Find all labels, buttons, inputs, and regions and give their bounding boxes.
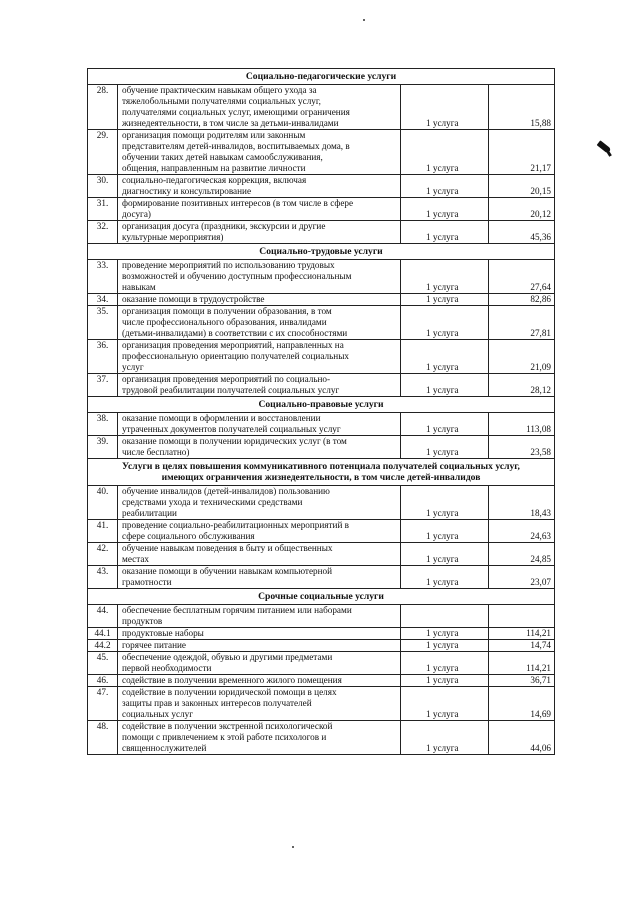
tariff-price: 20,15 xyxy=(489,175,555,198)
unit-of-measure: 1 услуга xyxy=(401,340,489,374)
service-description-line: общения, направленным на развитие личности xyxy=(122,163,306,173)
tariff-price: 45,36 xyxy=(489,221,555,244)
unit-of-measure: 1 услуга xyxy=(401,294,489,306)
service-description-line: получателями социальных услуг, имеющими ограничения xyxy=(122,107,350,117)
service-description xyxy=(118,175,401,198)
table-row xyxy=(88,675,555,687)
service-description-line: организация помощи родителям или законным xyxy=(122,130,306,140)
row-number: 45. xyxy=(88,652,118,675)
section-title xyxy=(88,69,555,85)
service-description-line: продуктов xyxy=(122,616,163,626)
section-title-line: Срочные социальные услуги xyxy=(258,591,384,602)
service-description-line: содействие в получении юридической помощи в целях xyxy=(122,687,337,697)
service-description-line: тяжелобольными получателями социальных услуг, xyxy=(122,96,321,106)
row-number: 48. xyxy=(88,721,118,755)
service-description xyxy=(118,721,401,755)
row-number: 40. xyxy=(88,486,118,520)
table-row xyxy=(88,198,555,221)
service-description xyxy=(118,306,401,340)
section-header-row xyxy=(88,589,555,605)
tariff-price: 20,12 xyxy=(489,198,555,221)
service-description xyxy=(118,628,401,640)
table-row xyxy=(88,85,555,130)
service-description-line: священнослужителей xyxy=(122,743,207,753)
service-description xyxy=(118,486,401,520)
table-row xyxy=(88,175,555,198)
service-description-line: социально-педагогическая коррекция, включая xyxy=(122,175,307,185)
table-row xyxy=(88,721,555,755)
row-number: 36. xyxy=(88,340,118,374)
unit-of-measure: 1 услуга xyxy=(401,566,489,589)
table-row xyxy=(88,605,555,628)
service-description xyxy=(118,543,401,566)
service-description-line: организация проведения мероприятий, направленных на xyxy=(122,340,344,350)
service-description xyxy=(118,198,401,221)
service-description xyxy=(118,374,401,397)
service-description xyxy=(118,687,401,721)
row-number: 44. xyxy=(88,605,118,628)
social-services-tariff-table xyxy=(87,68,555,755)
tariff-price: 21,09 xyxy=(489,340,555,374)
unit-of-measure: 1 услуга xyxy=(401,640,489,652)
service-description-line: числе бесплатно) xyxy=(122,447,190,457)
service-description-line: содействие в получении экстренной психологической xyxy=(122,721,333,731)
service-description-line: местах xyxy=(122,554,149,564)
table-row xyxy=(88,520,555,543)
service-description-line: помощи с привлечением к этой работе психологов и xyxy=(122,732,327,742)
unit-of-measure: 1 услуга xyxy=(401,374,489,397)
service-description-line: возможностей и обучению доступным профессиональным xyxy=(122,271,352,281)
service-description-line: оказание помощи в оформлении и восстановлении xyxy=(122,413,321,423)
unit-of-measure: 1 услуга xyxy=(401,436,489,459)
service-description-line: числе профессионального образования, инвалидами xyxy=(122,317,327,327)
section-title xyxy=(88,244,555,260)
service-description-line: проведение мероприятий по использованию трудовых xyxy=(122,260,335,270)
service-description xyxy=(118,340,401,374)
tariff-price: 114,21 xyxy=(489,628,555,640)
service-description-line: проведение социально-реабилитационных мероприятий в xyxy=(122,520,350,530)
section-title-line: Социально-педагогические услуги xyxy=(245,71,397,82)
table-row xyxy=(88,486,555,520)
service-description xyxy=(118,652,401,675)
table-row xyxy=(88,543,555,566)
unit-of-measure: 1 услуга xyxy=(401,198,489,221)
tariff-price: 113,08 xyxy=(489,413,555,436)
service-description xyxy=(118,605,401,628)
tariff-price: 24,63 xyxy=(489,520,555,543)
service-description xyxy=(118,130,401,175)
service-description-line: обучение навыкам поведения в быту и общественных xyxy=(122,543,333,553)
row-number: 46. xyxy=(88,675,118,687)
service-description-line: оказание помощи в трудоустройстве xyxy=(122,294,265,304)
service-description-line: первой необходимости xyxy=(122,663,212,673)
unit-of-measure: 1 услуга xyxy=(401,175,489,198)
section-header-row xyxy=(88,244,555,260)
service-description-line: диагностику и консультирование xyxy=(122,186,252,196)
table-row xyxy=(88,374,555,397)
service-description-line: содействие в получении временного жилого помещения xyxy=(122,675,342,685)
row-number: 32. xyxy=(88,221,118,244)
service-description xyxy=(118,675,401,687)
unit-of-measure: 1 услуга xyxy=(401,413,489,436)
service-description-line: оказание помощи в обучении навыкам компьютерной xyxy=(122,566,333,576)
service-description-line: жизнедеятельности, в том числе за детьми-инвалидами xyxy=(122,118,339,128)
tariff-price: 14,69 xyxy=(489,687,555,721)
table-row xyxy=(88,566,555,589)
table-row xyxy=(88,652,555,675)
service-description xyxy=(118,520,401,543)
row-number: 38. xyxy=(88,413,118,436)
table-row xyxy=(88,130,555,175)
service-description-line: организация проведения мероприятий по социально- xyxy=(122,374,331,384)
table-body xyxy=(88,69,555,755)
scan-speck xyxy=(292,846,294,848)
tariff-price: 36,71 xyxy=(489,675,555,687)
table-row xyxy=(88,221,555,244)
service-description xyxy=(118,85,401,130)
service-description xyxy=(118,260,401,294)
row-number: 47. xyxy=(88,687,118,721)
row-number: 29. xyxy=(88,130,118,175)
tariff-price: 14,74 xyxy=(489,640,555,652)
service-description xyxy=(118,566,401,589)
tariff-price: 114,21 xyxy=(489,652,555,675)
row-number: 44.2 xyxy=(88,640,118,652)
unit-of-measure: 1 услуга xyxy=(401,687,489,721)
unit-of-measure: 1 услуга xyxy=(401,306,489,340)
section-title-line: имеющих ограничения жизнедеятельности, в том числе детей-инвалидов xyxy=(161,472,481,483)
scan-speck xyxy=(363,19,365,21)
row-number: 42. xyxy=(88,543,118,566)
table-row xyxy=(88,294,555,306)
service-description xyxy=(118,413,401,436)
tariff-price: 23,07 xyxy=(489,566,555,589)
unit-of-measure: 1 услуга xyxy=(401,221,489,244)
service-description-line: профессиональную ориентацию получателей социальных xyxy=(122,351,349,361)
tariff-price: 27,64 xyxy=(489,260,555,294)
section-header-row xyxy=(88,397,555,413)
service-description-line: реабилитации xyxy=(122,508,177,518)
service-description-line: утраченных документов получателей социальных услуг xyxy=(122,424,341,434)
unit-of-measure: 1 услуга xyxy=(401,260,489,294)
tariff-price: 23,58 xyxy=(489,436,555,459)
service-description-line: оказание помощи в получении юридических услуг (в том xyxy=(122,436,347,446)
service-description-line: горячее питание xyxy=(122,640,186,650)
service-description-line: организация досуга (праздники, экскурсии и другие xyxy=(122,221,326,231)
service-description-line: средствами ухода и техническими средствами xyxy=(122,497,303,507)
unit-of-measure: 1 услуга xyxy=(401,85,489,130)
section-title-line: Услуги в целях повышения коммуникативного потенциала получателей социальных услуг, xyxy=(122,461,520,472)
service-description-line: обучении таких детей навыкам самообслуживания, xyxy=(122,152,323,162)
service-description-line: обучение инвалидов (детей-инвалидов) пользованию xyxy=(122,486,330,496)
tariff-price: 21,17 xyxy=(489,130,555,175)
service-description-line: представителям детей-инвалидов, воспитываемых дома, в xyxy=(122,141,350,151)
tariff-price xyxy=(489,605,555,628)
section-header-row xyxy=(88,69,555,85)
table-row xyxy=(88,340,555,374)
section-title-line: Социально-трудовые услуги xyxy=(259,246,383,257)
section-title xyxy=(88,397,555,413)
table-row xyxy=(88,436,555,459)
service-description-line: обеспечение бесплатным горячим питанием или наборами xyxy=(122,605,352,615)
table-row xyxy=(88,687,555,721)
service-description-line: сфере социального обслуживания xyxy=(122,531,255,541)
section-title xyxy=(88,589,555,605)
service-description-line: (детьми-инвалидами) в соответствии с их способностями xyxy=(122,328,348,338)
service-description-line: трудовой реабилитации получателей социальных услуг xyxy=(122,385,340,395)
table-row xyxy=(88,640,555,652)
tariff-price: 18,43 xyxy=(489,486,555,520)
section-header-row xyxy=(88,459,555,486)
unit-of-measure: 1 услуга xyxy=(401,130,489,175)
tariff-price: 15,88 xyxy=(489,85,555,130)
service-description-line: социальных услуг xyxy=(122,709,194,719)
table-row xyxy=(88,628,555,640)
table-row xyxy=(88,413,555,436)
section-title-line: Социально-правовые услуги xyxy=(258,399,384,410)
unit-of-measure: 1 услуга xyxy=(401,652,489,675)
unit-of-measure: 1 услуга xyxy=(401,543,489,566)
row-number: 41. xyxy=(88,520,118,543)
service-description-line: культурные мероприятия) xyxy=(122,232,224,242)
service-description xyxy=(118,640,401,652)
scan-blot xyxy=(597,140,612,153)
unit-of-measure xyxy=(401,605,489,628)
unit-of-measure: 1 услуга xyxy=(401,721,489,755)
section-title xyxy=(88,459,555,486)
service-description-line: навыкам xyxy=(122,282,156,292)
row-number: 30. xyxy=(88,175,118,198)
service-description-line: обучение практическим навыкам общего ухода за xyxy=(122,85,317,95)
service-description-line: обеспечение одеждой, обувью и другими предметами xyxy=(122,652,333,662)
row-number: 28. xyxy=(88,85,118,130)
table-row xyxy=(88,306,555,340)
tariff-price: 24,85 xyxy=(489,543,555,566)
unit-of-measure: 1 услуга xyxy=(401,675,489,687)
row-number: 34. xyxy=(88,294,118,306)
tariff-price: 44,06 xyxy=(489,721,555,755)
row-number: 39. xyxy=(88,436,118,459)
unit-of-measure: 1 услуга xyxy=(401,628,489,640)
row-number: 33. xyxy=(88,260,118,294)
row-number: 43. xyxy=(88,566,118,589)
service-description-line: продуктовые наборы xyxy=(122,628,204,638)
unit-of-measure: 1 услуга xyxy=(401,486,489,520)
service-description xyxy=(118,221,401,244)
service-description-line: организация помощи в получении образования, в том xyxy=(122,306,332,316)
service-description-line: формирование позитивных интересов (в том числе в сфере xyxy=(122,198,354,208)
row-number: 31. xyxy=(88,198,118,221)
row-number: 44.1 xyxy=(88,628,118,640)
tariff-price: 28,12 xyxy=(489,374,555,397)
row-number: 35. xyxy=(88,306,118,340)
unit-of-measure: 1 услуга xyxy=(401,520,489,543)
tariff-price: 27,81 xyxy=(489,306,555,340)
service-description xyxy=(118,294,401,306)
service-description-line: защиты прав и законных интересов получателей xyxy=(122,698,312,708)
service-description-line: услуг xyxy=(122,362,144,372)
service-description xyxy=(118,436,401,459)
service-description-line: грамотности xyxy=(122,577,172,587)
service-description-line: досуга) xyxy=(122,209,151,219)
row-number: 37. xyxy=(88,374,118,397)
table-row xyxy=(88,260,555,294)
tariff-price: 82,86 xyxy=(489,294,555,306)
